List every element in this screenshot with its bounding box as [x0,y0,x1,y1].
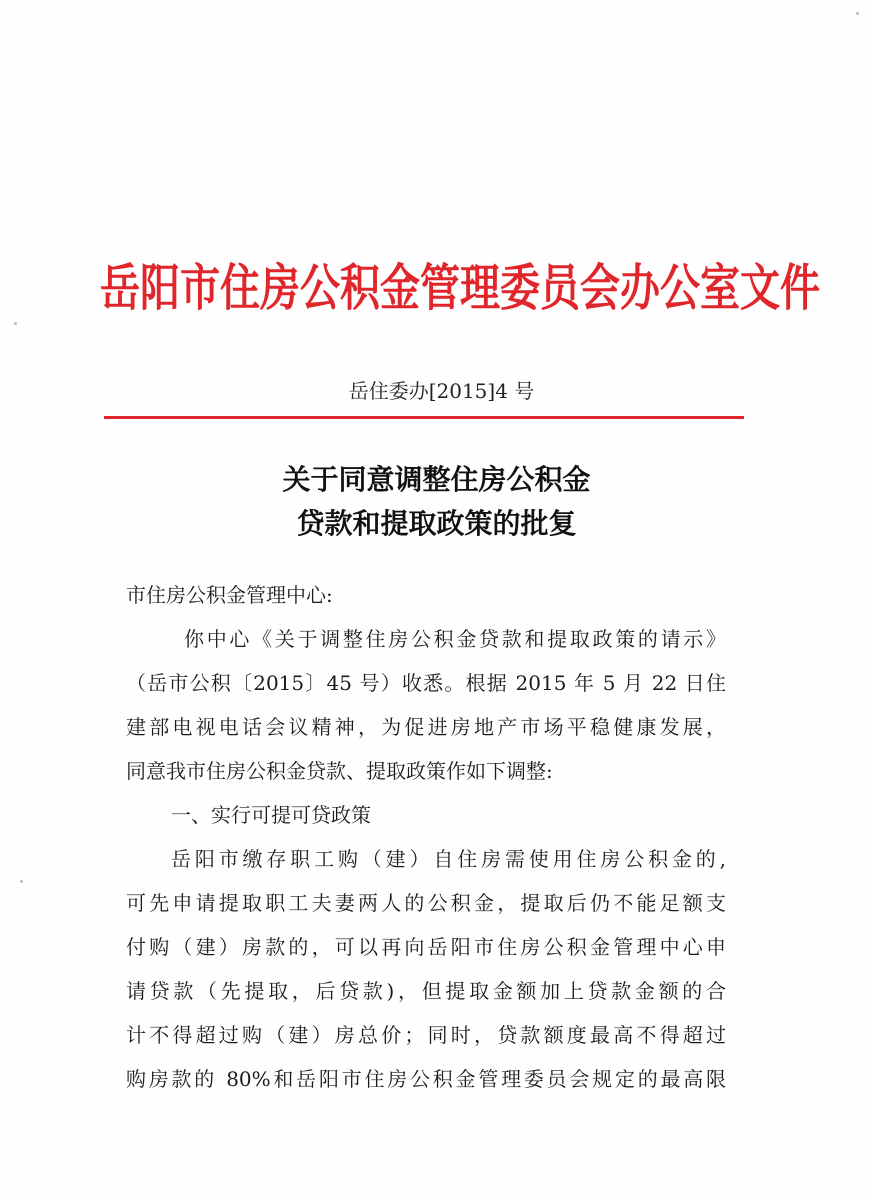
scan-speck [856,12,859,15]
section-heading: 一、实行可提可贷政策 [171,803,371,827]
body-line: （岳市公积〔2015〕45 号）收悉。根据 2015 年 5 月 22 日住 [126,671,726,695]
body-line: 可先申请提取职工夫妻两人的公积金，提取后仍不能足额支 [126,891,726,915]
document-title [0,458,873,546]
body-line: 建部电视电话会议精神，为促进房地产市场平稳健康发展， [126,715,726,739]
body-line: 购房款的 80%和岳阳市住房公积金管理委员会规定的最高限 [126,1067,726,1091]
title-line-2: 贷款和提取政策的批复 [296,507,577,540]
body-line: 付购（建）房款的，可以再向岳阳市住房公积金管理中心申 [126,935,726,959]
body-line: 你中心《关于调整住房公积金贷款和提取政策的请示》 [184,627,726,651]
scan-speck [20,880,23,883]
body-line: 同意我市住房公积金贷款、提取政策作如下调整: [126,759,553,783]
salutation: 市住房公积金管理中心: [126,583,333,607]
red-divider-line [104,416,744,419]
body-line: 岳阳市缴存职工购（建）自住房需使用住房公积金的, [171,847,726,871]
document-body [126,573,726,1101]
title-line-1: 关于同意调整住房公积金 [282,463,591,496]
document-number: 岳住委办[2015]4 号 [348,379,535,403]
body-line: 请贷款（先提取，后贷款)，但提取金额加上贷款金额的合 [126,979,726,1003]
agency-header-title: 岳阳市住房公积金管理委员会办公室文件 [100,260,820,318]
body-line: 计不得超过购（建）房总价；同时，贷款额度最高不得超过 [126,1023,726,1047]
scan-speck [14,322,17,325]
